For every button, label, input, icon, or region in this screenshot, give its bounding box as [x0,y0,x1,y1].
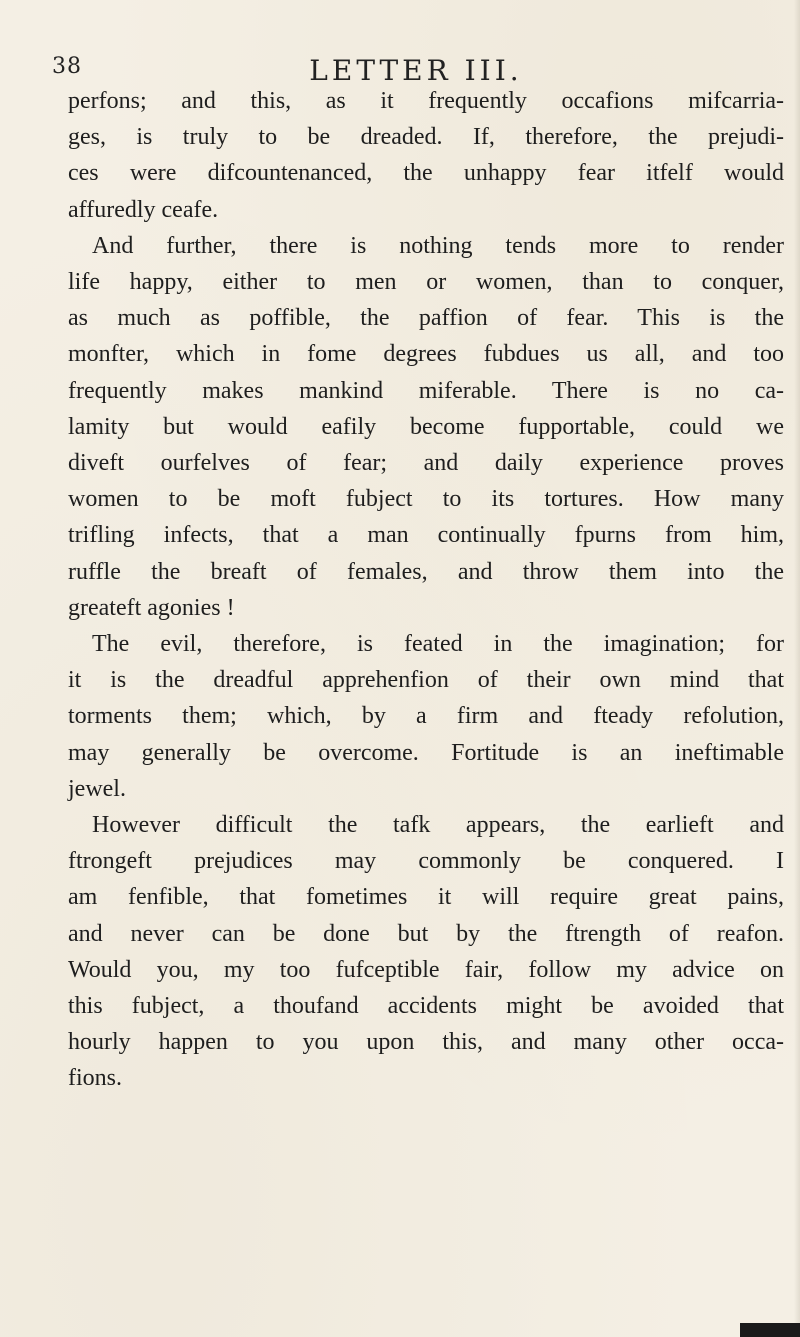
text-line: hourly happen to you upon this, and many other occa- [68,1029,784,1056]
text-line: torments them; which, by a firm and fteady refolution, [68,703,784,730]
text-line: it is the dreadful apprehenfion of their own mind that [68,667,784,694]
text-line: as much as poffible, the paffion of fear. This is the [68,305,784,332]
text-line: frequently makes mankind miferable. There is no ca- [68,377,784,404]
page-number: 38 [52,54,82,79]
text-line: However difficult the tafk appears, the earlieft and [92,812,784,839]
text-line: lamity but would eafily become fupportable, could we [68,413,784,440]
text-line: affuredly ceafe. [68,196,219,223]
running-head: LETTER III. [309,54,523,87]
text-line: women to be moft fubject to its tortures. How many [68,486,784,513]
text-line: diveft ourfelves of fear; and daily experience proves [68,450,784,477]
text-line: am fenfible, that fometimes it will require great pains, [68,884,784,911]
page-edge-shadow [794,0,800,1337]
text-line: ces were difcountenanced, the unhappy fear itfelf would [68,160,784,187]
text-line: And further, there is nothing tends more to render [92,232,784,259]
text-line: greateft agonies ! [68,594,235,621]
text-line: may generally be overcome. Fortitude is an ineftimable [68,739,784,766]
text-line: this fubject, a thoufand accidents might be avoided that [68,993,784,1020]
text-line: fions. [68,1065,122,1092]
text-line: life happy, either to men or women, than to conquer, [68,269,784,296]
text-line: ges, is truly to be dreaded. If, therefore, the prejudi- [68,124,784,151]
text-line: perfons; and this, as it frequently occafions mifcarria- [68,88,784,114]
text-line: and never can be done but by the ftrength of reafon. [68,920,784,947]
scan-corner-mark [740,1323,800,1337]
text-line: Would you, my too fufceptible fair, follow my advice on [68,956,784,983]
text-line: trifling infects, that a man continually fpurns from him, [68,522,784,549]
text-line: monfter, which in fome degrees fubdues us all, and too [68,341,784,368]
body-text [68,83,784,1097]
text-line: jewel. [68,775,126,802]
text-line: The evil, therefore, is feated in the imagination; for [92,631,784,658]
text-line: ftrongeft prejudices may commonly be conquered. I [68,848,784,875]
text-line: ruffle the breaft of females, and throw them into the [68,558,784,585]
